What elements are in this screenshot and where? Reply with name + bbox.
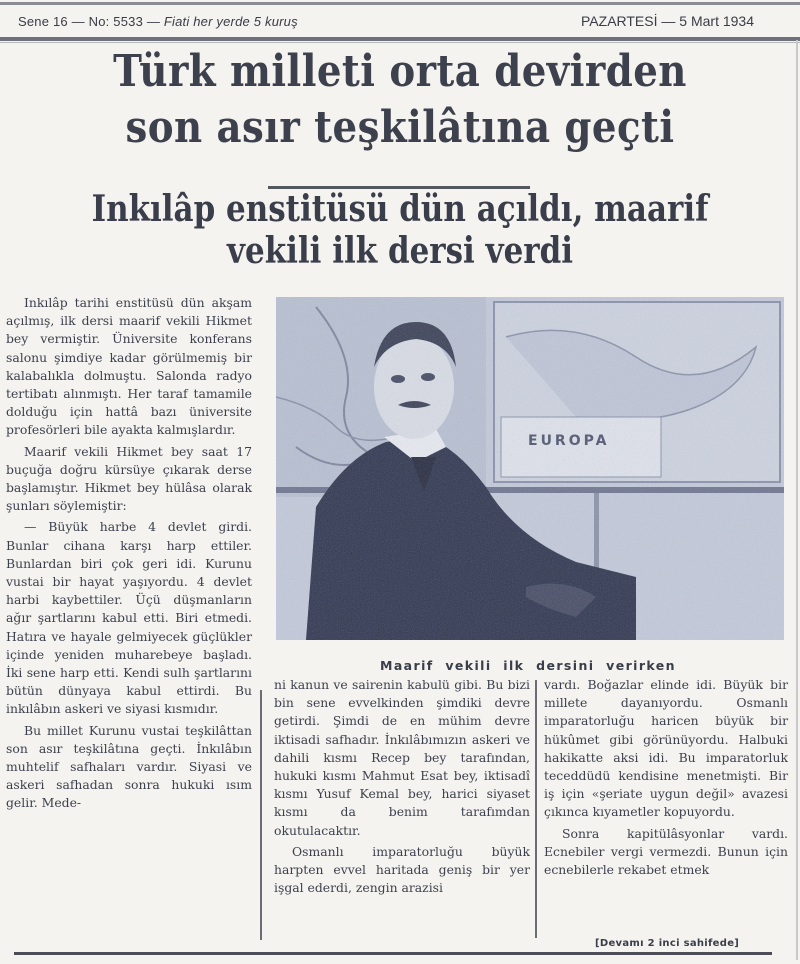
price-note: Fiati her yerde 5 kuruş xyxy=(163,14,298,29)
photo-caption: Maarif vekili ilk dersini verirken xyxy=(380,658,676,673)
continued-on-page-2: [Devamı 2 inci sahifede] xyxy=(595,938,740,949)
masthead-rule xyxy=(0,37,800,41)
article-column-1 xyxy=(6,294,252,813)
article-column-2 xyxy=(274,676,530,897)
issue-number: Sene 16 — No: 5533 — xyxy=(18,14,161,29)
masthead-issue-info xyxy=(18,14,298,29)
paragraph: ni kanun ve sairenin kabulü gibi. Bu bizi bin sene evvelkinden şimdiki devre getirdi. Şimdi de en mühim devre iktisadi safhadır. İnkılâbımızın askeri ve dahili kısmı Recep bey tarafından, hukuki kısmı Mahmut Esat bey, iktisadî kısmı Yusuf Kemal bey, harici siyaset kısmı da benim tarafımdan okutulacaktır. xyxy=(274,677,530,838)
subheadline-line-2: vekili ilk dersi verdi xyxy=(227,230,573,272)
column-divider xyxy=(535,680,537,938)
article-column-3 xyxy=(544,676,788,879)
publication-date: PAZARTESİ — 5 Mart 1934 xyxy=(581,13,754,29)
page-edge xyxy=(796,40,798,960)
column-divider xyxy=(260,690,262,940)
headline-line-1: Türk milleti orta devirden xyxy=(113,46,687,97)
paragraph: Sonra kapitülâsyonlar vardı. Ecnebiler vergi vermezdi. Bunun için ecnebilerle rekabet etmek xyxy=(544,825,788,878)
subheadline-line-1: Inkılâp enstitüsü dün açıldı, maarif xyxy=(91,188,709,230)
paragraph: — Büyük harbe 4 devlet girdi. Bunlar cihana karşı harp ettiler. Bunlardan biri çok geri idi. Kurunu vustai bir hayat yaşıyordu. 4 devlet harbi kaybettiler. Üçü düşmanların ağır şartlarını kabul etti. Biri etmedi. Hatıra ve hayale gelmiyecek güçlükler içinde yeniden muharebeye başladı. İki sene harp etti. Kendi sulh şartlarını bütün dünyaya kabul ettirdi. Bu inkılâbın askeri ve siyasi kısmıdır. xyxy=(6,519,252,717)
photo-hikmet-bey xyxy=(276,297,784,640)
main-headline xyxy=(48,44,752,156)
masthead xyxy=(0,6,800,34)
paragraph: Osmanlı imparatorluğu büyük harpten evvel haritada geniş bir yer işgal ederdi, zengin arazisi xyxy=(274,843,530,896)
paragraph: vardı. Boğazlar elinde idi. Büyük bir millete dayanıyordu. Osmanlı imparatorluğu haricen büyük bir hükûmet gibi görünüyordu. Halbuki hakikatte aksi idi. Bu imparatorluk teceddüdü kendisine menetmişti. Bir iş için «şeriate uygun değil» avazesi çıkınca kıyametler kopuyordu. xyxy=(544,677,788,820)
photo-illustration xyxy=(276,297,784,640)
paragraph: Inkılâp tarihi enstitüsü dün akşam açılmış, ilk dersi maarif vekili Hikmet bey vermiştir. Üniversite konferans salonu şimdiye kadar görülmemiş bir kalabalıkla dolmuştu. Salonda radyo tertibatı alınmıştı. Her taraf tamamile dolduğu için hattâ bazı üniversite profesörleri bile ayakta kalmışlardır. xyxy=(6,295,252,438)
masthead-rule-thin xyxy=(0,42,800,43)
bottom-rule xyxy=(14,952,772,955)
top-rule xyxy=(0,2,800,5)
headline-line-2: son asır teşkilâtına geçti xyxy=(125,102,675,153)
paragraph: Maarif vekili Hikmet bey saat 17 buçuğa doğru kürsüye çıkarak derse başlamıştır. Hikmet bey hülâsa olarak şunları söylemiştir: xyxy=(6,443,252,514)
paragraph: Bu millet Kurunu vustai teşkilâttan son asır teşkilâtına geçti. İnkılâbın muhtelif safhaları vardır. Siyasi ve askeri safhadan sonra hukuki ısım gelir. Mede- xyxy=(6,722,252,811)
sub-headline xyxy=(56,188,744,272)
